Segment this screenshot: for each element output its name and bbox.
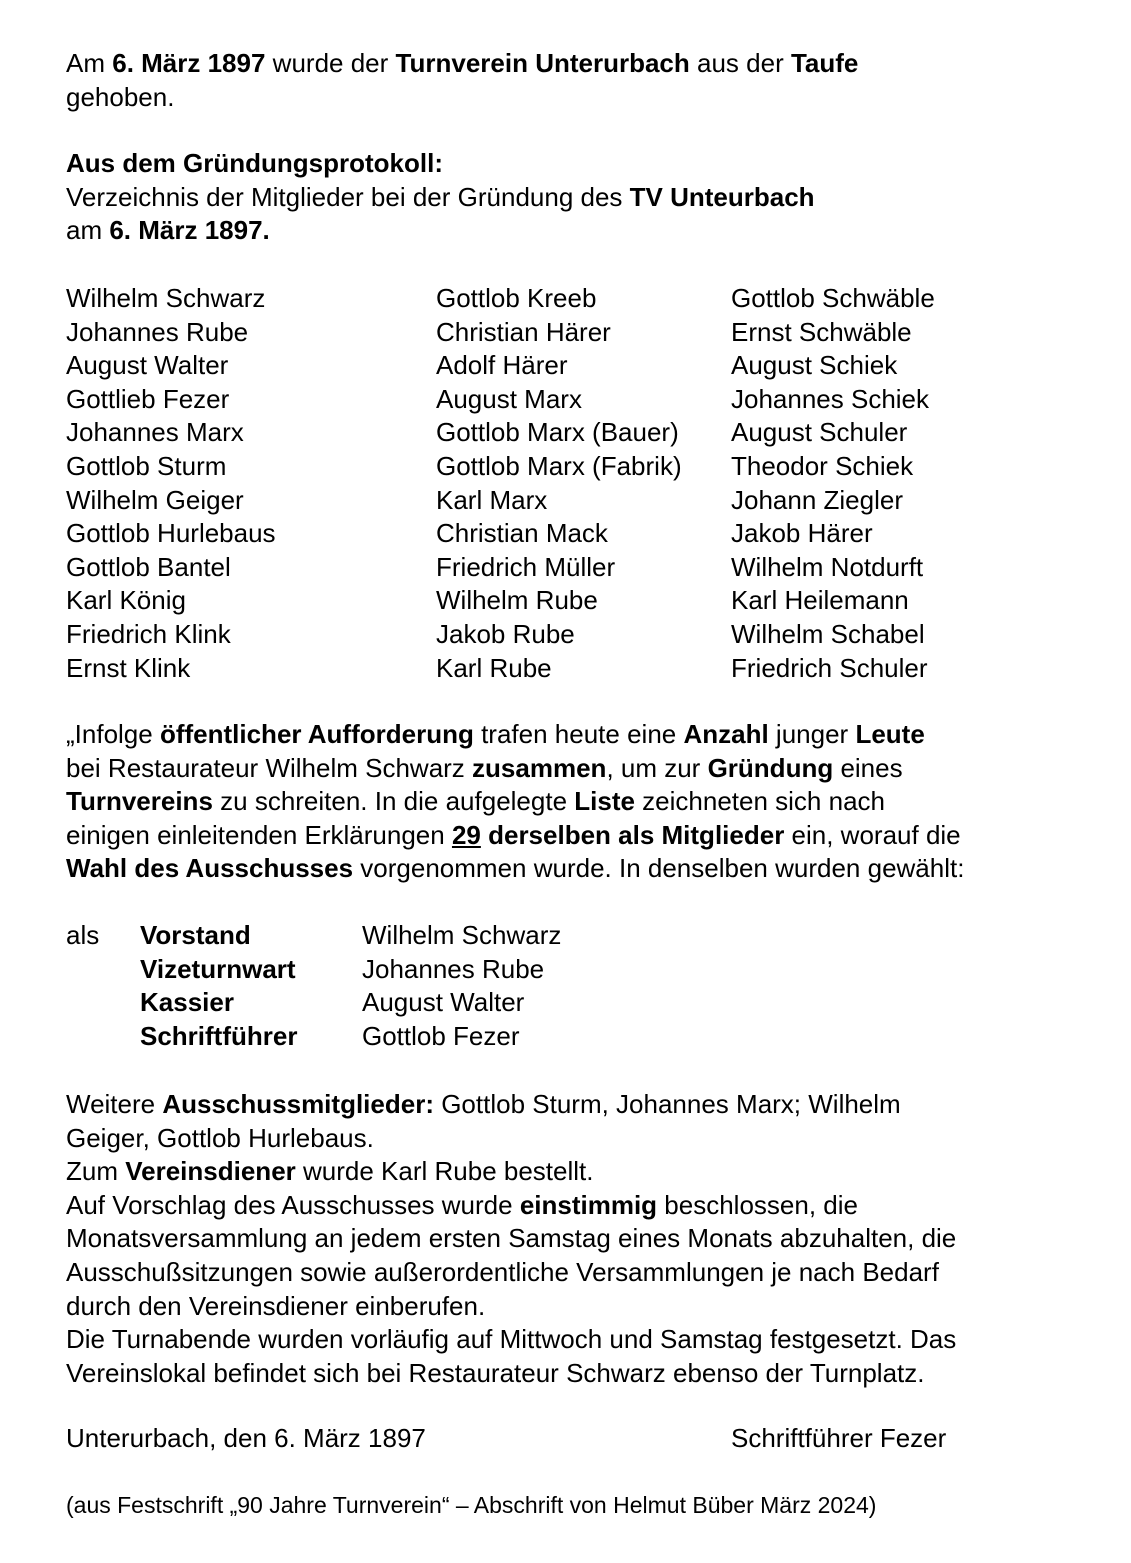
text-run: zu schreiten. In die aufgelegte xyxy=(212,786,575,817)
text-run: trafen heute eine xyxy=(473,719,684,749)
bold-text: Ausschussmitglieder: xyxy=(162,1089,434,1119)
text-line xyxy=(66,1122,956,1156)
member-name: Friedrich Schuler xyxy=(731,652,928,683)
quote-paragraph xyxy=(66,718,964,886)
text-run: bei Restaurateur Wilhelm Schwarz xyxy=(66,752,473,783)
text-line xyxy=(66,1088,956,1122)
protocol-section xyxy=(66,147,815,248)
member-name: Johannes Marx xyxy=(66,417,244,448)
text-run: Gottlob Sturm, Johannes Marx; Wilhelm xyxy=(433,1089,901,1119)
member-name: Wilhelm Rube xyxy=(436,585,598,616)
text-run: Auf Vorschlag des Ausschusses wurde xyxy=(66,1189,520,1220)
member-name: Gottlob Marx (Bauer) xyxy=(436,417,679,448)
bold-text: Liste xyxy=(574,786,635,817)
bold-text: öffentlicher Aufforderung xyxy=(159,719,474,749)
text-line xyxy=(66,852,964,886)
member-name: Christian Mack xyxy=(436,518,608,549)
text-run: „Infolge xyxy=(66,719,160,749)
text-line xyxy=(66,1290,956,1324)
text-run: Weitere xyxy=(66,1089,163,1119)
member-name: Gottlob Marx (Fabrik) xyxy=(436,450,682,481)
member-name: August Marx xyxy=(436,383,582,414)
member-column-1 xyxy=(66,282,276,685)
bold-text: Gründung xyxy=(707,752,834,783)
text-line xyxy=(66,1323,956,1357)
member-name: Karl Rube xyxy=(436,652,552,683)
bold-text: 6. März 1897 xyxy=(112,48,266,78)
officer-role: Vizeturnwart xyxy=(140,953,296,984)
bold-text: einstimmig xyxy=(519,1189,658,1220)
signer: Schriftführer Fezer xyxy=(731,1423,947,1453)
intro-line-1 xyxy=(66,47,858,81)
officer-name: Gottlob Fezer xyxy=(362,1020,520,1051)
officer-name: Wilhelm Schwarz xyxy=(362,920,562,950)
text-run: Zum xyxy=(66,1156,126,1187)
member-name: Jakob Härer xyxy=(731,518,873,549)
member-name: Gottlieb Fezer xyxy=(66,383,230,414)
bold-text: Turnvereins xyxy=(66,786,213,817)
member-name: Johann Ziegler xyxy=(731,484,903,515)
officer-prefix: als xyxy=(66,920,100,950)
bold-text: 29 xyxy=(451,819,481,850)
text-run: beschlossen, die xyxy=(657,1189,858,1220)
text-run: ein, worauf die xyxy=(784,819,961,850)
bold-text: Vereinsdiener xyxy=(125,1156,296,1187)
member-name: Gottlob Schwäble xyxy=(731,283,935,313)
member-name: Karl Marx xyxy=(436,484,548,515)
signoff xyxy=(0,1423,1131,1457)
club-name: TV Unteurbach xyxy=(629,181,815,212)
member-name: Jakob Rube xyxy=(436,618,575,649)
member-name: Karl Heilemann xyxy=(731,585,909,616)
text-run: durch den Vereinsdiener einberufen. xyxy=(66,1290,486,1321)
text-run: zeichneten sich nach xyxy=(634,786,885,817)
text-line xyxy=(66,1222,956,1256)
officer-name: August Walter xyxy=(362,987,525,1018)
text-run: Geiger, Gottlob Hurlebaus. xyxy=(66,1122,374,1153)
officer-role: Schriftführer xyxy=(140,1020,298,1051)
member-name: Friedrich Klink xyxy=(66,618,231,649)
bold-text: derselben als Mitglieder xyxy=(480,819,785,850)
member-column-3 xyxy=(731,282,935,685)
member-name: Karl König xyxy=(66,585,186,616)
text-run: einigen einleitenden Erklärungen xyxy=(66,819,452,850)
source-note: (aus Festschrift „90 Jahre Turnverein“ – Abschrift von Helmut Büber März 2024) xyxy=(66,1492,877,1518)
text-line xyxy=(66,1189,956,1223)
text-run: Monatsversammlung an jedem ersten Samstag eines Monats abzuhalten, die xyxy=(66,1223,957,1254)
text-run: Ausschußsitzungen sowie außerordentliche Versammlungen je nach Bedarf xyxy=(66,1256,939,1287)
text-run: vorgenommen wurde. In denselben wurden gewählt: xyxy=(353,853,965,884)
text-run: aus der xyxy=(689,48,791,78)
text-line xyxy=(66,785,964,819)
founding-date: 6. März 1897. xyxy=(109,215,270,246)
text-run: , um zur xyxy=(606,752,708,783)
officer-role: Vorstand xyxy=(140,920,251,950)
text-line xyxy=(66,1357,956,1391)
member-name: Gottlob Bantel xyxy=(66,551,231,582)
member-name: Christian Härer xyxy=(436,316,611,347)
text-line xyxy=(66,1256,956,1290)
protocol-line-2 xyxy=(66,214,815,248)
member-name: Wilhelm Geiger xyxy=(66,484,244,515)
text-run: Die Turnabende wurden vorläufig auf Mittwoch und Samstag festgesetzt. Das xyxy=(66,1324,957,1355)
text-run: Am xyxy=(66,48,113,78)
intro-line-2: gehoben. xyxy=(66,81,175,112)
protocol-line-1 xyxy=(66,181,815,215)
bold-text: Taufe xyxy=(790,48,859,78)
member-column-2 xyxy=(436,282,682,685)
text-run: wurde Karl Rube bestellt. xyxy=(295,1156,594,1187)
text-run: junger xyxy=(768,719,856,749)
member-name: Johannes Schiek xyxy=(731,383,930,414)
member-name: August Schuler xyxy=(731,417,908,448)
member-name: Gottlob Sturm xyxy=(66,450,227,481)
officer-name: Johannes Rube xyxy=(362,953,545,984)
member-name: Wilhelm Notdurft xyxy=(731,551,924,582)
member-name: Wilhelm Schabel xyxy=(731,618,925,649)
member-name: Ernst Schwäble xyxy=(731,316,912,347)
bold-text: Wahl des Ausschusses xyxy=(66,853,354,884)
intro-paragraph xyxy=(66,47,858,114)
member-name: August Walter xyxy=(66,350,229,381)
text-run: Vereinslokal befindet sich bei Restaurateur Schwarz ebenso der Turnplatz. xyxy=(66,1357,925,1388)
bold-text: zusammen xyxy=(472,752,607,783)
member-name: Wilhelm Schwarz xyxy=(66,283,266,313)
text-line xyxy=(66,1155,956,1189)
member-name: Gottlob Hurlebaus xyxy=(66,518,276,549)
member-name: August Schiek xyxy=(731,350,898,381)
member-name: Theodor Schiek xyxy=(731,450,914,481)
officer-role: Kassier xyxy=(140,987,234,1018)
member-name: Adolf Härer xyxy=(436,350,568,381)
protocol-heading: Aus dem Gründungsprotokoll: xyxy=(66,148,443,178)
protocol-text: am xyxy=(66,215,110,246)
bold-text: Turnverein Unterurbach xyxy=(395,48,690,78)
text-line xyxy=(66,718,964,752)
bold-text: Anzahl xyxy=(683,719,769,749)
text-run: eines xyxy=(833,752,903,783)
protocol-text: Verzeichnis der Mitglieder bei der Gründung des xyxy=(66,181,630,212)
place-date: Unterurbach, den 6. März 1897 xyxy=(66,1423,426,1453)
member-name: Johannes Rube xyxy=(66,316,249,347)
member-name: Friedrich Müller xyxy=(436,551,616,582)
text-line xyxy=(66,819,964,853)
further-paragraph xyxy=(66,1088,956,1390)
member-name: Gottlob Kreeb xyxy=(436,283,597,313)
member-name: Ernst Klink xyxy=(66,652,191,683)
text-line xyxy=(66,752,964,786)
bold-text: Leute xyxy=(855,719,925,749)
text-run: wurde der xyxy=(265,48,396,78)
